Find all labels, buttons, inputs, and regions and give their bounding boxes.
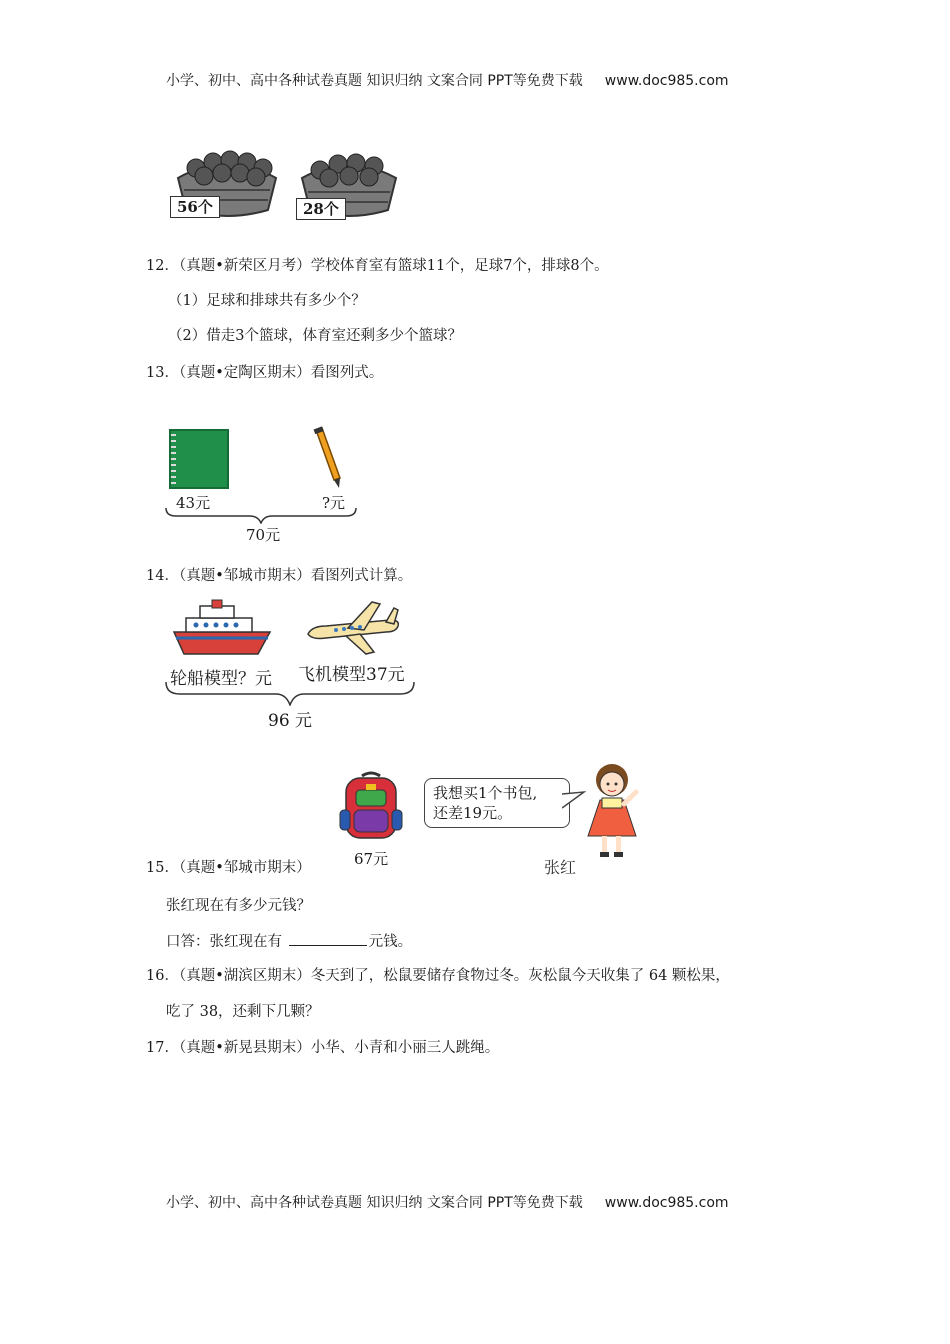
total-price: 70元 xyxy=(246,526,281,544)
header-site: www.doc985.com xyxy=(604,73,729,89)
notebook-price: 43元 xyxy=(176,494,211,512)
basket-count-label-1: 56个 xyxy=(170,196,220,218)
question-17-title: 17．（真题•新晃县期末）小华、小青和小丽三人跳绳。 xyxy=(146,1040,500,1056)
pen-icon xyxy=(310,426,344,490)
question-16-line-1: 16．（真题•湖滨区期末）冬天到了，松鼠要储存食物过冬。灰松鼠今天收集了 64 颗松果， xyxy=(146,968,730,984)
total-brace xyxy=(164,506,358,524)
ship-model-label: 轮船模型？元 xyxy=(170,669,272,689)
speech-bubble xyxy=(424,778,570,828)
page-footer xyxy=(166,1192,729,1212)
pen-price: ?元 xyxy=(322,494,346,512)
basket-count-label-2: 28个 xyxy=(296,198,346,220)
backpack-price: 67元 xyxy=(354,850,389,868)
question-15-question: 张红现在有多少元钱？ xyxy=(166,898,311,914)
answer-prefix: 口答：张红现在有 xyxy=(166,934,282,950)
question-12-sub-2: （2）借走3个篮球，体育室还剩多少个篮球？ xyxy=(168,328,462,344)
page-header xyxy=(166,70,729,90)
girl-name: 张红 xyxy=(544,858,577,877)
question-14-title: 14．（真题•邹城市期末）看图列式计算。 xyxy=(146,568,413,584)
header-text: 小学、初中、高中各种试卷真题 知识归纳 文案合同 PPT等免费下载 xyxy=(166,73,583,89)
footer-text: 小学、初中、高中各种试卷真题 知识归纳 文案合同 PPT等免费下载 xyxy=(166,1195,583,1211)
question-16-line-2: 吃了 38，还剩下几颗？ xyxy=(166,1004,320,1020)
speech-line-2: 还差19元。 xyxy=(433,804,513,822)
answer-suffix: 元钱。 xyxy=(368,934,413,950)
question-13-title: 13．（真题•定陶区期末）看图列式。 xyxy=(146,365,384,381)
basket-figure-2 xyxy=(294,146,404,224)
question-15-title: 15．（真题•邹城市期末） xyxy=(146,860,311,876)
question-12-title: 12．（真题•新荣区月考）学校体育室有篮球11个，足球7个，排球8个。 xyxy=(146,258,609,274)
airplane-model-icon xyxy=(302,598,402,658)
girl-icon xyxy=(582,762,644,860)
question-12-sub-1: （1）足球和排球共有多少个？ xyxy=(168,293,366,309)
answer-blank[interactable] xyxy=(289,931,367,946)
total-brace xyxy=(164,680,416,706)
plane-model-label: 飞机模型37元 xyxy=(298,665,405,685)
notebook-icon xyxy=(168,428,230,490)
question-15-answer xyxy=(166,931,412,952)
basket-figure-1 xyxy=(168,140,286,222)
footer-site: www.doc985.com xyxy=(604,1195,729,1211)
ship-model-icon xyxy=(172,598,272,658)
backpack-icon xyxy=(338,770,404,842)
speech-line-1: 我想买1个书包, xyxy=(433,784,538,802)
total-price: 96 元 xyxy=(268,711,313,731)
